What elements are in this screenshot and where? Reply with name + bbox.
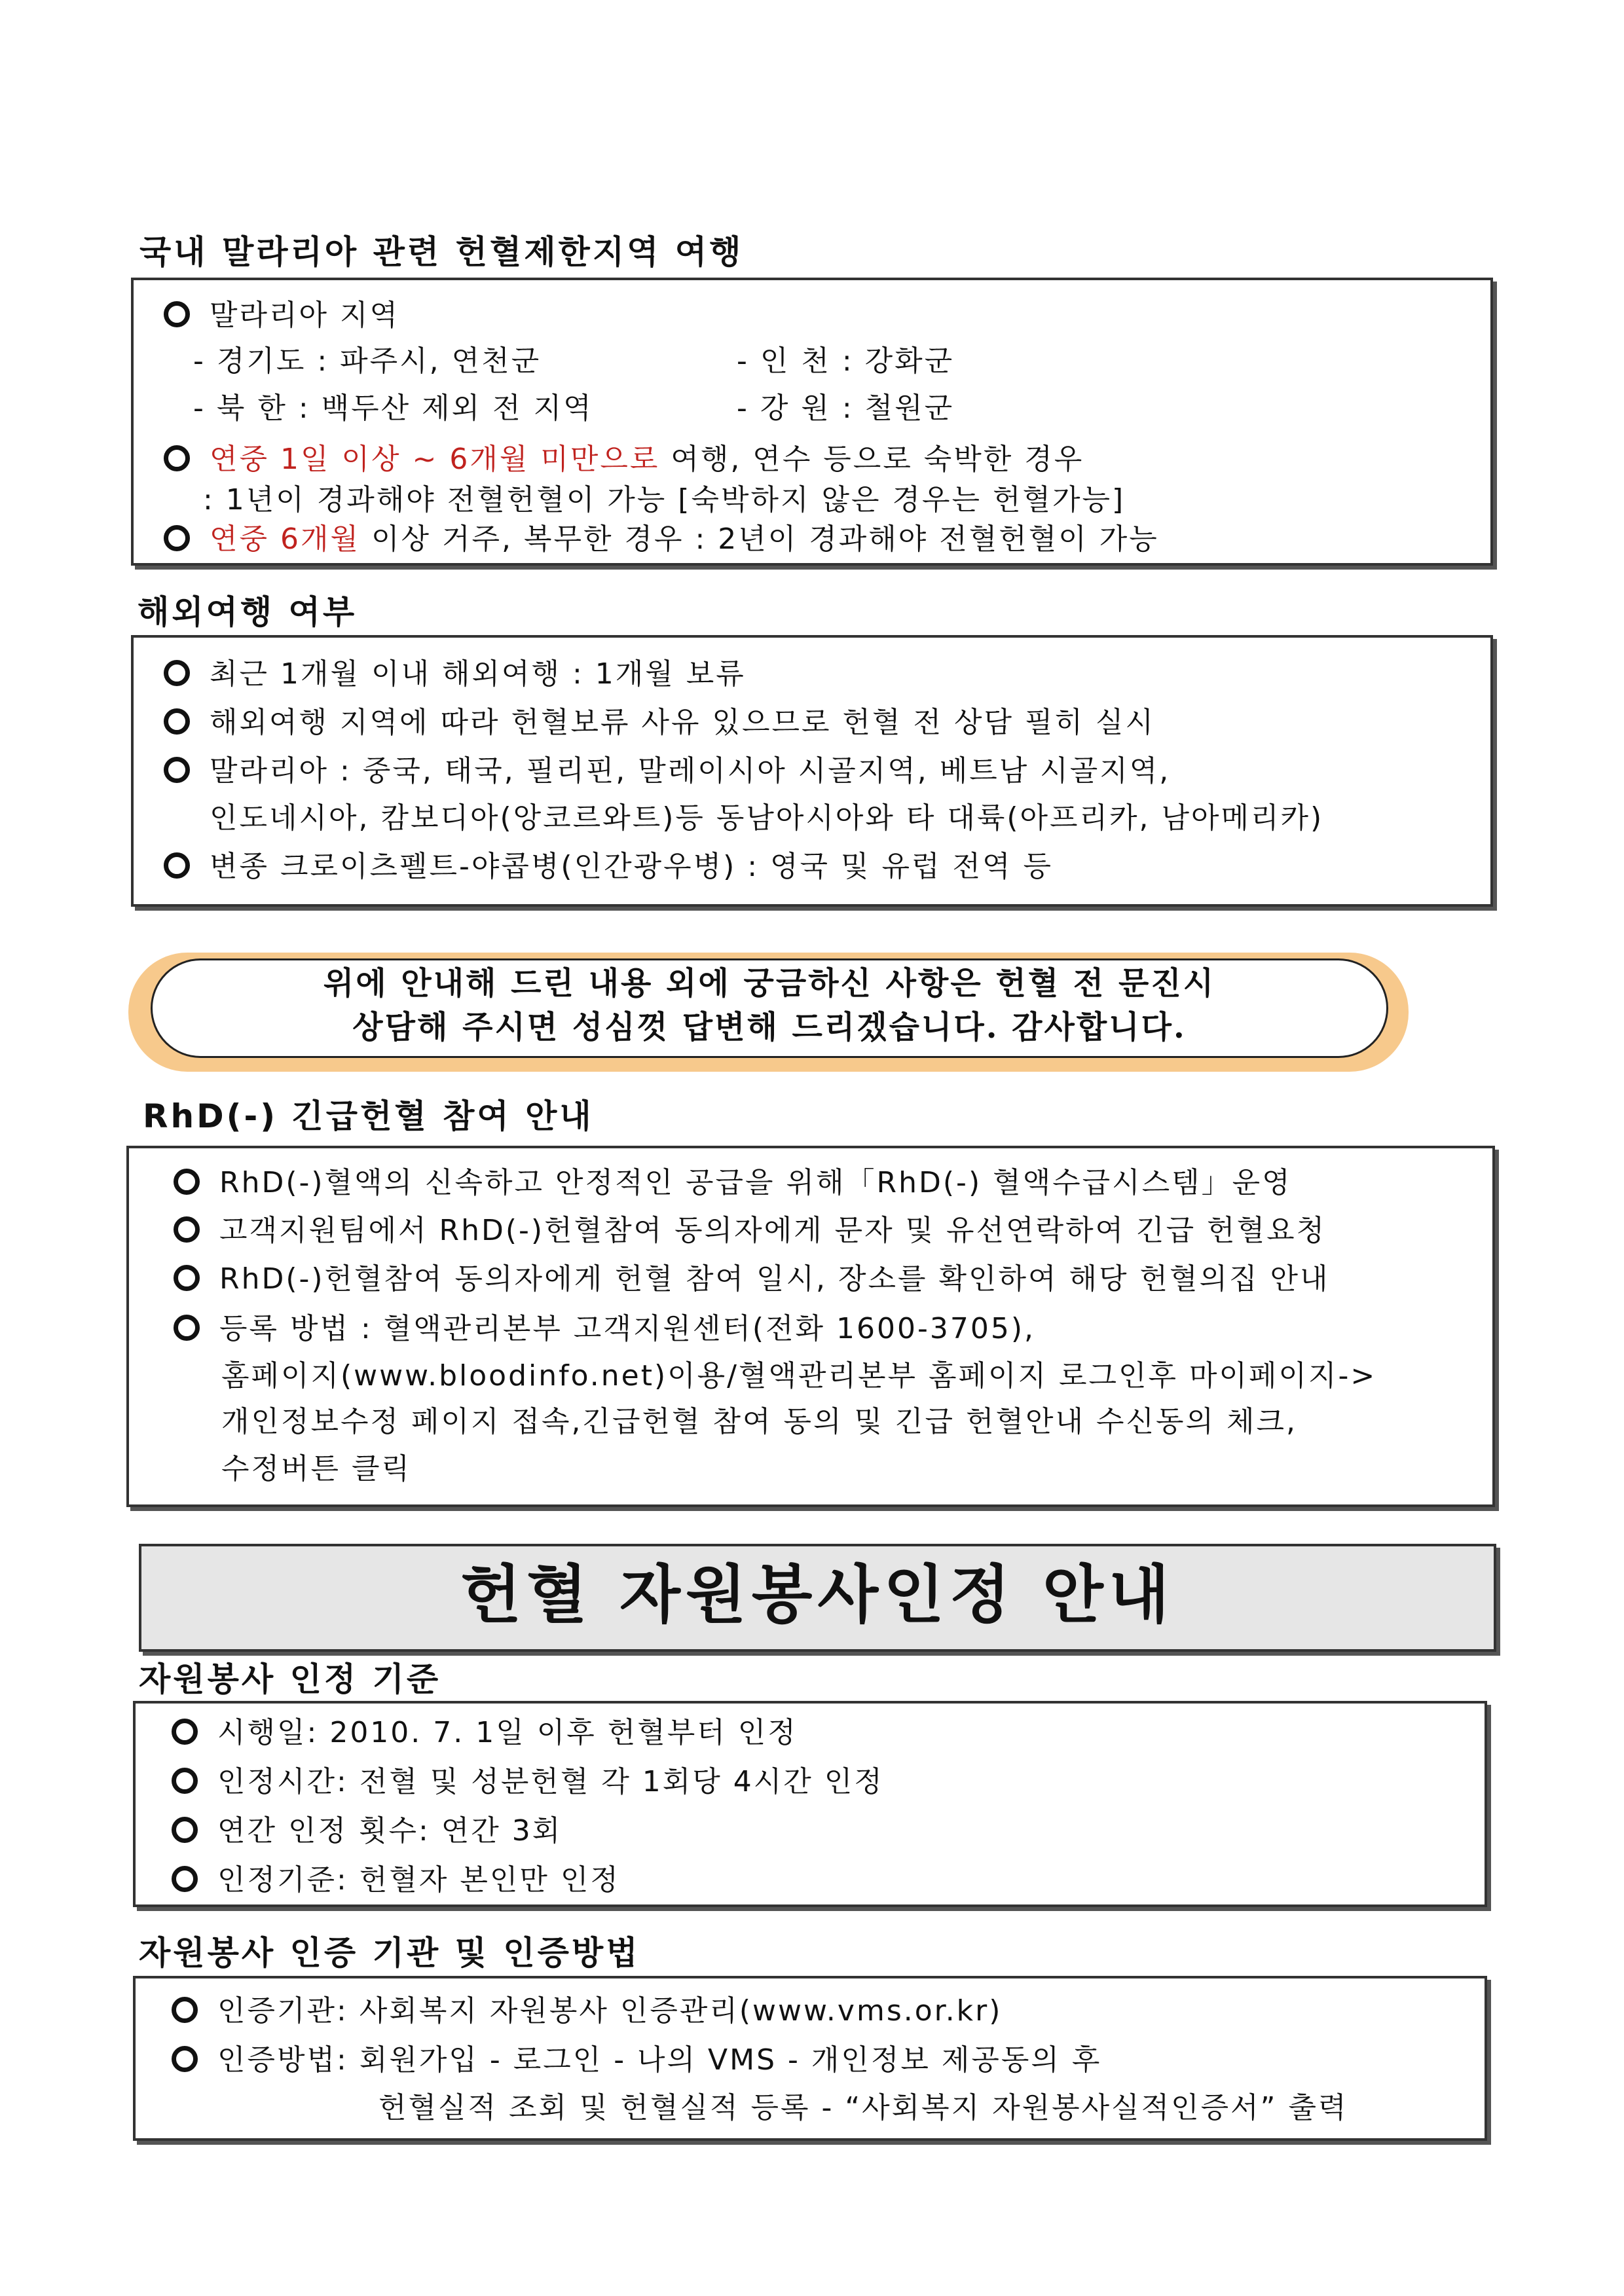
volunteer-cert-item-2: 인증방법: 회원가입 - 로그인 - 나의 VMS - 개인정보 제공동의 후 [172,2046,1101,2075]
circle-bullet-icon [164,852,190,879]
volunteer-criteria-item-1: 시행일: 2010. 7. 1일 이후 헌혈부터 인정 [172,1719,798,1747]
volunteer-criteria-item-3: 연간 인정 횟수: 연간 3회 [172,1817,562,1846]
circle-bullet-icon [172,1719,198,1745]
overseas-item-4: 변종 크로이츠펠트-야콥병(인간광우병) : 영국 및 유럽 전역 등 [164,852,1053,881]
volunteer-criteria-heading: 자원봉사 인정 기준 [139,1660,441,1698]
volunteer-criteria-item-4: 인정기준: 헌혈자 본인만 인정 [172,1866,620,1895]
circle-bullet-icon [164,660,190,686]
circle-bullet-icon [164,708,190,735]
malaria-rule-2: 연중 6개월 이상 거주, 복무한 경우 : 2년이 경과해야 전혈헌혈이 가능 [164,525,1159,554]
circle-bullet-icon [172,2046,198,2072]
malaria-rule-1-sub: : 1년이 경과해야 전혈헌혈이 가능 [숙박하지 않은 경우는 헌혈가능] [203,483,1126,517]
volunteer-cert-item-2-cont: 헌혈실적 조회 및 헌혈실적 등록 - “사회복지 자원봉사실적인증서” 출력 [378,2091,1348,2124]
overseas-item-3: 말라리아 : 중국, 태국, 필리핀, 말레이시아 시골지역, 베트남 시골지역, [164,757,1170,786]
rhd-item-3: RhD(-)헌혈참여 동의자에게 헌혈 참여 일시, 장소를 확인하여 해당 헌혈의집 안내 [174,1265,1330,1294]
circle-bullet-icon [174,1315,200,1341]
circle-bullet-icon [164,445,190,471]
volunteer-cert-heading: 자원봉사 인증 기관 및 인증방법 [139,1934,640,1972]
rhd-item-4: 등록 방법 : 혈액관리본부 고객지원센터(전화 1600-3705), [174,1315,1035,1343]
circle-bullet-icon [174,1169,200,1195]
region-incheon: - 인 천 : 강화군 [737,344,955,378]
rhd-item-4-cont-2: 개인정보수정 페이지 접속,긴급헌혈 참여 동의 및 긴급 헌혈안내 수신동의 체크, [221,1405,1297,1438]
rhd-item-4-cont-1: 홈페이지(www.bloodinfo.net)이용/혈액관리본부 홈페이지 로그인후 마이페이지-> [221,1359,1377,1393]
malaria-region-title: 말라리아 지역 [164,301,399,330]
malaria-domestic-heading: 국내 말라리아 관련 헌혈제한지역 여행 [139,233,744,271]
rhd-item-4-cont-3: 수정버튼 클릭 [221,1452,412,1485]
rhd-heading: RhD(-) 긴급헌혈 참여 안내 [143,1097,594,1135]
region-gangwon: - 강 원 : 철원군 [737,392,955,425]
circle-bullet-icon [164,757,190,783]
circle-bullet-icon [172,1768,198,1794]
circle-bullet-icon [164,301,190,327]
notice-line-1: 위에 안내해 드린 내용 외에 궁금하신 사항은 헌혈 전 문진시 [323,965,1216,1002]
overseas-item-1: 최근 1개월 이내 해외여행 : 1개월 보류 [164,660,746,689]
circle-bullet-icon [164,525,190,551]
rhd-item-1: RhD(-)혈액의 신속하고 안정적인 공급을 위해「RhD(-) 혈액수급시스템」운영 [174,1169,1292,1197]
region-north-korea: - 북 한 : 백두산 제외 전 지역 [193,392,593,425]
volunteer-banner-title: 헌혈 자원봉사인정 안내 [460,1558,1175,1631]
region-gyeonggi: - 경기도 : 파주시, 연천군 [193,344,542,378]
circle-bullet-icon [174,1265,200,1291]
overseas-item-2: 해외여행 지역에 따라 헌혈보류 사유 있으므로 헌혈 전 상담 필히 실시 [164,708,1155,737]
overseas-heading: 해외여행 여부 [138,593,358,631]
circle-bullet-icon [172,1866,198,1892]
circle-bullet-icon [172,1817,198,1843]
circle-bullet-icon [174,1216,200,1243]
rhd-item-2: 고객지원팀에서 RhD(-)헌혈참여 동의자에게 문자 및 유선연락하여 긴급 헌혈요청 [174,1216,1326,1245]
malaria-rule-1: 연중 1일 이상 ~ 6개월 미만으로 여행, 연수 등으로 숙박한 경우 [164,445,1084,474]
notice-line-2: 상담해 주시면 성심껏 답변해 드리겠습니다. 감사합니다. [352,1009,1187,1046]
circle-bullet-icon [172,1997,198,2023]
volunteer-criteria-item-2: 인정시간: 전혈 및 성분헌혈 각 1회당 4시간 인정 [172,1768,884,1796]
volunteer-cert-item-1: 인증기관: 사회복지 자원봉사 인증관리(www.vms.or.kr) [172,1997,1002,2026]
overseas-item-3-cont: 인도네시아, 캄보디아(앙코르와트)등 동남아시아와 타 대륙(아프리카, 남아메리카) [210,801,1324,835]
